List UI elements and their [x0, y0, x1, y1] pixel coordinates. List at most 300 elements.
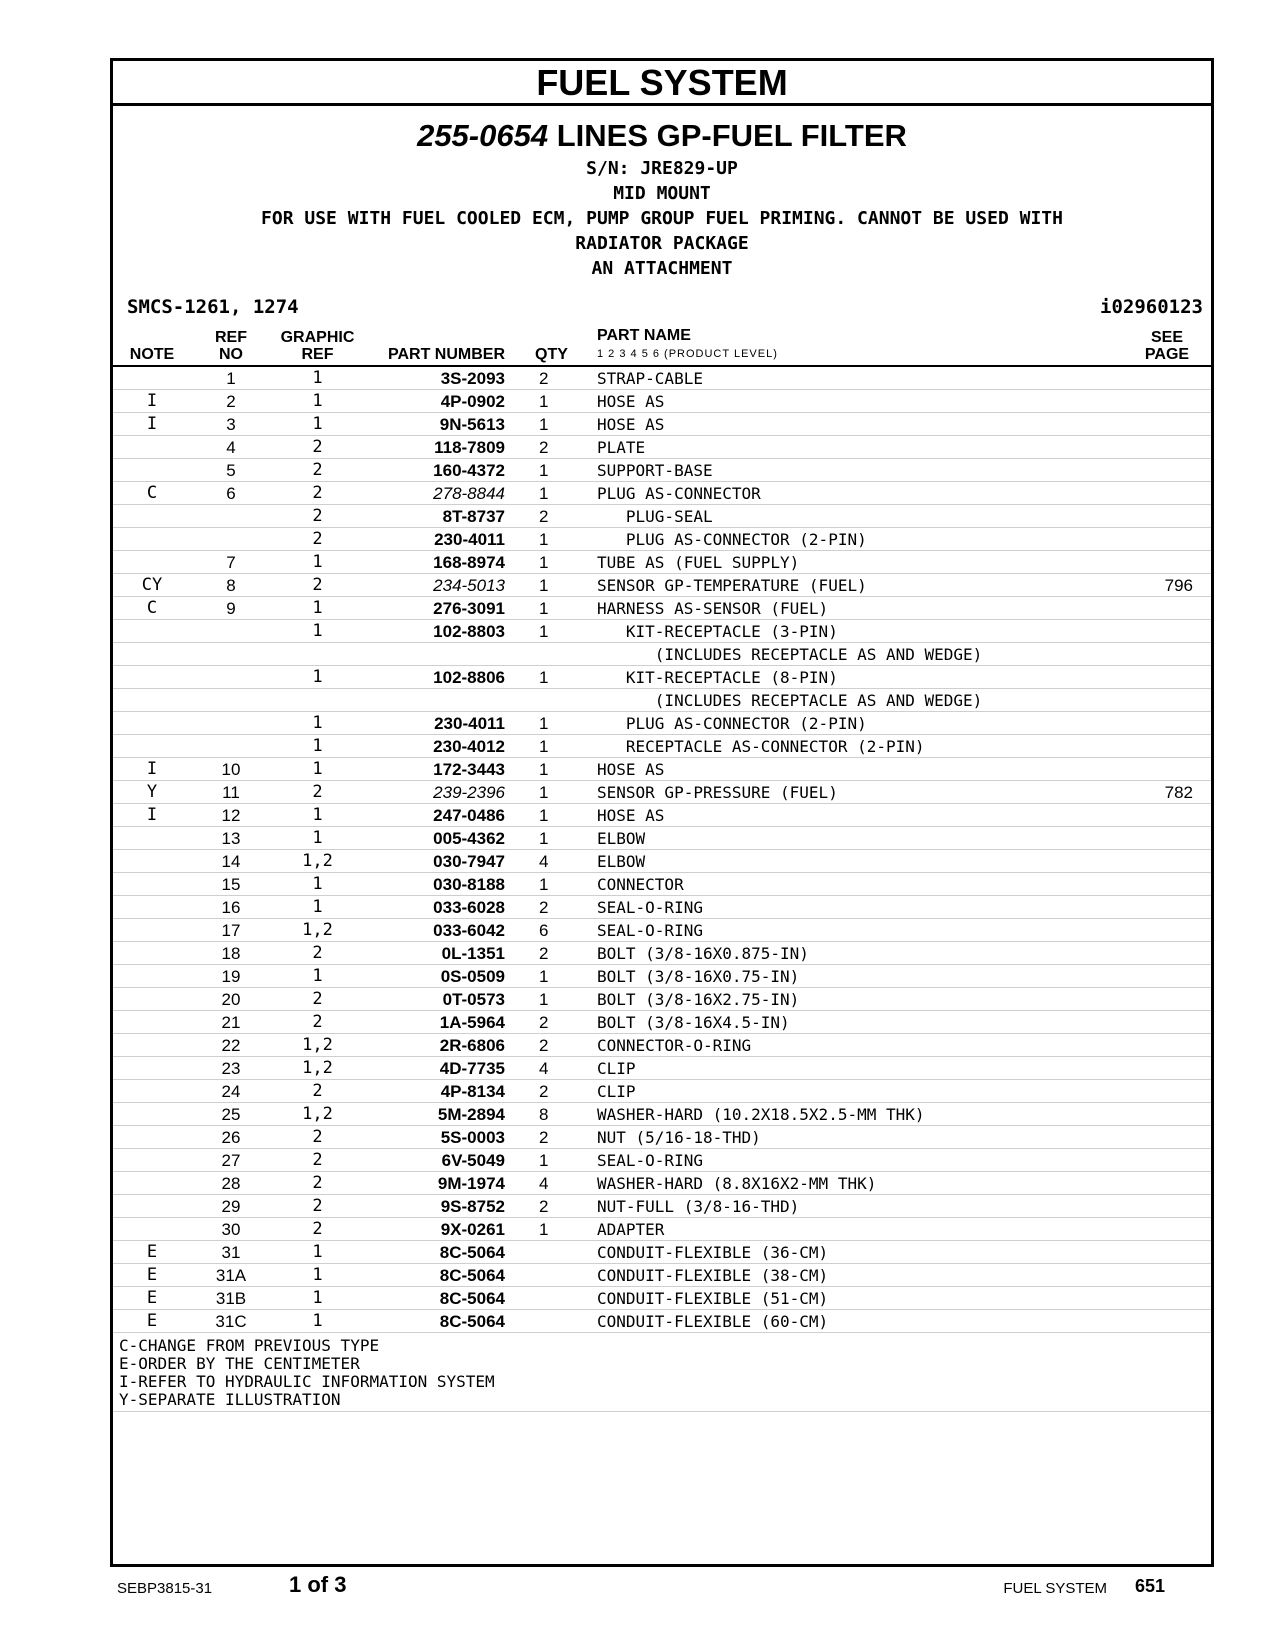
table-row — [113, 896, 1211, 919]
qty-cell: 1 — [509, 1149, 593, 1172]
col-ref-no: REF NO — [191, 327, 271, 366]
graphic-ref-cell: 1 — [271, 873, 364, 896]
qty-cell: 2 — [509, 1126, 593, 1149]
part-number-cell: 033-6028 — [364, 896, 509, 919]
part-name-cell: BOLT (3/8-16X2.75-IN) — [593, 988, 1123, 1011]
see-page-cell — [1123, 1264, 1211, 1287]
part-name-cell: WASHER-HARD (8.8X16X2-MM THK) — [593, 1172, 1123, 1195]
qty-cell: 1 — [509, 528, 593, 551]
table-row — [113, 528, 1211, 551]
note-cell — [113, 850, 191, 873]
note-cell — [113, 666, 191, 689]
part-number-cell: 4D-7735 — [364, 1057, 509, 1080]
qty-cell: 1 — [509, 988, 593, 1011]
part-number-cell: 8C-5064 — [364, 1310, 509, 1333]
qty-cell: 1 — [509, 1218, 593, 1241]
ref-no-cell: 23 — [191, 1057, 271, 1080]
see-page-cell — [1123, 988, 1211, 1011]
part-name-cell: SENSOR GP-TEMPERATURE (FUEL) — [593, 574, 1123, 597]
ref-no-cell: 14 — [191, 850, 271, 873]
part-name-cell: ELBOW — [593, 827, 1123, 850]
ref-no-cell: 22 — [191, 1034, 271, 1057]
graphic-ref-cell: 1 — [271, 1310, 364, 1333]
qty-cell: 1 — [509, 735, 593, 758]
note-cell — [113, 1218, 191, 1241]
note-cell — [113, 620, 191, 643]
see-page-cell — [1123, 873, 1211, 896]
see-page-cell — [1123, 1149, 1211, 1172]
part-number-cell: 230-4012 — [364, 735, 509, 758]
part-name-cell: SUPPORT-BASE — [593, 459, 1123, 482]
table-row — [113, 1080, 1211, 1103]
table-row — [113, 1126, 1211, 1149]
qty-cell: 1 — [509, 965, 593, 988]
part-number-cell: 5S-0003 — [364, 1126, 509, 1149]
part-number-cell: 230-4011 — [364, 712, 509, 735]
ref-no-cell: 7 — [191, 551, 271, 574]
note-cell — [113, 919, 191, 942]
part-number-cell: 4P-0902 — [364, 390, 509, 413]
graphic-ref-cell: 1 — [271, 1241, 364, 1264]
serial-number: S/N: JRE829-UP — [586, 158, 738, 179]
note-cell — [113, 896, 191, 919]
graphic-ref-cell — [271, 689, 364, 712]
part-name-cell: (INCLUDES RECEPTACLE AS AND WEDGE) — [593, 643, 1123, 666]
graphic-ref-cell: 2 — [271, 1172, 364, 1195]
table-row — [113, 1195, 1211, 1218]
table-row — [113, 1287, 1211, 1310]
qty-cell — [509, 1241, 593, 1264]
part-number-cell: 3S-2093 — [364, 366, 509, 390]
table-header-row — [113, 327, 1211, 366]
footer-doc-number: SEBP3815-31 — [117, 1580, 213, 1597]
qty-cell: 1 — [509, 781, 593, 804]
note-cell — [113, 459, 191, 482]
qty-cell: 8 — [509, 1103, 593, 1126]
part-name-cell: (INCLUDES RECEPTACLE AS AND WEDGE) — [593, 689, 1123, 712]
see-page-cell — [1123, 1126, 1211, 1149]
ref-no-cell — [191, 735, 271, 758]
qty-cell: 2 — [509, 505, 593, 528]
ref-no-cell: 17 — [191, 919, 271, 942]
page-footer — [117, 1572, 1217, 1606]
ref-no-cell: 4 — [191, 436, 271, 459]
graphic-ref-cell: 1 — [271, 551, 364, 574]
note-cell: C — [113, 482, 191, 505]
group-title — [113, 116, 1211, 156]
usage-note-line2: RADIATOR PACKAGE — [575, 233, 749, 254]
table-row — [113, 1011, 1211, 1034]
see-page-cell — [1123, 735, 1211, 758]
qty-cell: 1 — [509, 551, 593, 574]
ref-no-cell: 31C — [191, 1310, 271, 1333]
part-name-cell: PLUG AS-CONNECTOR (2-PIN) — [593, 712, 1123, 735]
graphic-ref-cell: 1,2 — [271, 919, 364, 942]
part-number-cell: 9N-5613 — [364, 413, 509, 436]
part-number-cell: 8C-5064 — [364, 1287, 509, 1310]
qty-cell: 4 — [509, 1172, 593, 1195]
footer-page-number: 651 — [1134, 1576, 1165, 1596]
part-name-cell: CLIP — [593, 1057, 1123, 1080]
see-page-cell — [1123, 1195, 1211, 1218]
graphic-ref-cell: 2 — [271, 781, 364, 804]
page-frame — [110, 58, 1214, 1567]
note-cell: E — [113, 1310, 191, 1333]
see-page-cell — [1123, 689, 1211, 712]
ref-no-cell: 16 — [191, 896, 271, 919]
see-page-cell — [1123, 1218, 1211, 1241]
table-row — [113, 1241, 1211, 1264]
note-cell — [113, 366, 191, 390]
col-note: NOTE — [113, 327, 191, 366]
col-qty: QTY — [509, 327, 593, 366]
see-page-cell — [1123, 712, 1211, 735]
note-cell — [113, 988, 191, 1011]
part-number-cell: 8C-5064 — [364, 1264, 509, 1287]
part-number-cell: 030-7947 — [364, 850, 509, 873]
part-number-cell: 160-4372 — [364, 459, 509, 482]
part-name-cell: RECEPTACLE AS-CONNECTOR (2-PIN) — [593, 735, 1123, 758]
note-c: C-CHANGE FROM PREVIOUS TYPE — [119, 1336, 380, 1355]
ref-no-cell: 30 — [191, 1218, 271, 1241]
graphic-ref-cell: 1 — [271, 390, 364, 413]
part-name-cell: CONDUIT-FLEXIBLE (36-CM) — [593, 1241, 1123, 1264]
group-header — [113, 116, 1211, 281]
part-name-cell: HOSE AS — [593, 758, 1123, 781]
see-page-cell — [1123, 1103, 1211, 1126]
part-number-cell: 4P-8134 — [364, 1080, 509, 1103]
part-number-cell: 033-6042 — [364, 919, 509, 942]
part-name-cell: SEAL-O-RING — [593, 896, 1123, 919]
graphic-ref-cell: 1,2 — [271, 1057, 364, 1080]
part-number-cell: 8C-5064 — [364, 1241, 509, 1264]
note-cell — [113, 827, 191, 850]
see-page-cell — [1123, 896, 1211, 919]
part-name-cell: SEAL-O-RING — [593, 1149, 1123, 1172]
table-row — [113, 482, 1211, 505]
see-page-cell — [1123, 1080, 1211, 1103]
qty-cell: 4 — [509, 1057, 593, 1080]
graphic-ref-cell: 1 — [271, 804, 364, 827]
qty-cell — [509, 1264, 593, 1287]
part-number-cell: 278-8844 — [364, 482, 509, 505]
graphic-ref-cell: 2 — [271, 1218, 364, 1241]
see-page-cell — [1123, 643, 1211, 666]
note-cell — [113, 551, 191, 574]
graphic-ref-cell: 2 — [271, 574, 364, 597]
table-row — [113, 712, 1211, 735]
qty-cell — [509, 689, 593, 712]
qty-cell — [509, 643, 593, 666]
note-cell: I — [113, 758, 191, 781]
graphic-ref-cell: 1,2 — [271, 1034, 364, 1057]
ref-no-cell: 13 — [191, 827, 271, 850]
qty-cell: 1 — [509, 873, 593, 896]
graphic-ref-cell: 1 — [271, 666, 364, 689]
see-page-cell — [1123, 528, 1211, 551]
part-name-cell: BOLT (3/8-16X0.75-IN) — [593, 965, 1123, 988]
table-row — [113, 1310, 1211, 1333]
table-row — [113, 804, 1211, 827]
ref-no-cell — [191, 620, 271, 643]
part-number-cell: 168-8974 — [364, 551, 509, 574]
qty-cell: 2 — [509, 1080, 593, 1103]
part-number-cell: 1A-5964 — [364, 1011, 509, 1034]
ref-no-cell — [191, 528, 271, 551]
table-row — [113, 1034, 1211, 1057]
table-row — [113, 413, 1211, 436]
attachment-label: AN ATTACHMENT — [591, 258, 733, 279]
qty-cell: 1 — [509, 827, 593, 850]
note-y: Y-SEPARATE ILLUSTRATION — [119, 1390, 341, 1409]
part-number-cell: 247-0486 — [364, 804, 509, 827]
ref-no-cell: 31A — [191, 1264, 271, 1287]
part-name-cell: STRAP-CABLE — [593, 366, 1123, 390]
graphic-ref-cell: 1 — [271, 896, 364, 919]
qty-cell: 1 — [509, 413, 593, 436]
note-cell — [113, 1126, 191, 1149]
ref-no-cell — [191, 689, 271, 712]
ref-no-cell: 8 — [191, 574, 271, 597]
part-name-cell: ELBOW — [593, 850, 1123, 873]
graphic-ref-cell: 1 — [271, 1264, 364, 1287]
see-page-cell — [1123, 942, 1211, 965]
graphic-ref-cell: 1 — [271, 620, 364, 643]
part-number-cell — [364, 689, 509, 712]
usage-note-line1: FOR USE WITH FUEL COOLED ECM, PUMP GROUP FUEL PRIMING. CANNOT BE USED WITH — [261, 208, 1063, 229]
document-id: i02960123 — [1100, 296, 1203, 318]
ref-no-cell: 9 — [191, 597, 271, 620]
graphic-ref-cell: 1,2 — [271, 850, 364, 873]
part-number-cell: 005-4362 — [364, 827, 509, 850]
footer-section: FUEL SYSTEM — [1003, 1580, 1107, 1597]
graphic-ref-cell: 1 — [271, 366, 364, 390]
parts-table-body — [113, 366, 1211, 1333]
ref-no-cell: 20 — [191, 988, 271, 1011]
note-cell — [113, 1149, 191, 1172]
note-cell — [113, 689, 191, 712]
ref-no-cell: 10 — [191, 758, 271, 781]
graphic-ref-cell: 2 — [271, 436, 364, 459]
part-number-cell: 118-7809 — [364, 436, 509, 459]
part-name-cell: HARNESS AS-SENSOR (FUEL) — [593, 597, 1123, 620]
part-number-cell: 9X-0261 — [364, 1218, 509, 1241]
see-page-cell — [1123, 390, 1211, 413]
note-e: E-ORDER BY THE CENTIMETER — [119, 1354, 360, 1373]
see-page-cell — [1123, 1241, 1211, 1264]
col-part-name: PART NAME 1 2 3 4 5 6 (PRODUCT LEVEL) — [593, 327, 1123, 366]
note-i: I-REFER TO HYDRAULIC INFORMATION SYSTEM — [119, 1372, 495, 1391]
ref-no-cell: 15 — [191, 873, 271, 896]
note-cell — [113, 942, 191, 965]
note-cell: E — [113, 1264, 191, 1287]
qty-cell: 4 — [509, 850, 593, 873]
table-row — [113, 1218, 1211, 1241]
notes-legend — [113, 1333, 1211, 1412]
ref-no-cell — [191, 643, 271, 666]
part-name-cell: TUBE AS (FUEL SUPPLY) — [593, 551, 1123, 574]
see-page-cell — [1123, 965, 1211, 988]
part-name-cell: SEAL-O-RING — [593, 919, 1123, 942]
graphic-ref-cell: 1 — [271, 1287, 364, 1310]
qty-cell: 1 — [509, 758, 593, 781]
table-row — [113, 551, 1211, 574]
table-row — [113, 988, 1211, 1011]
table-row — [113, 643, 1211, 666]
ref-no-cell — [191, 666, 271, 689]
graphic-ref-cell: 2 — [271, 482, 364, 505]
section-title: FUEL SYSTEM — [113, 61, 1211, 106]
see-page-cell — [1123, 459, 1211, 482]
note-cell: C — [113, 597, 191, 620]
ref-no-cell: 29 — [191, 1195, 271, 1218]
table-row — [113, 965, 1211, 988]
note-cell — [113, 643, 191, 666]
graphic-ref-cell: 1,2 — [271, 1103, 364, 1126]
part-name-cell: CONDUIT-FLEXIBLE (60-CM) — [593, 1310, 1123, 1333]
see-page-cell — [1123, 551, 1211, 574]
see-page-cell — [1123, 505, 1211, 528]
part-number-cell: 6V-5049 — [364, 1149, 509, 1172]
smcs-code: SMCS-1261, 1274 — [127, 296, 299, 318]
part-number-cell: 102-8803 — [364, 620, 509, 643]
graphic-ref-cell: 2 — [271, 528, 364, 551]
part-number-cell: 276-3091 — [364, 597, 509, 620]
ref-no-cell: 11 — [191, 781, 271, 804]
graphic-ref-cell: 1 — [271, 413, 364, 436]
qty-cell: 2 — [509, 942, 593, 965]
parts-table — [113, 327, 1211, 1333]
qty-cell: 1 — [509, 459, 593, 482]
part-number-cell: 239-2396 — [364, 781, 509, 804]
note-cell — [113, 505, 191, 528]
footer-page-of: 1 of 3 — [289, 1572, 347, 1597]
see-page-cell — [1123, 413, 1211, 436]
part-number-cell: 0T-0573 — [364, 988, 509, 1011]
table-row — [113, 366, 1211, 390]
qty-cell — [509, 1310, 593, 1333]
table-row — [113, 459, 1211, 482]
part-name-cell: ADAPTER — [593, 1218, 1123, 1241]
note-cell — [113, 528, 191, 551]
table-row — [113, 1103, 1211, 1126]
table-row — [113, 942, 1211, 965]
ref-no-cell: 25 — [191, 1103, 271, 1126]
graphic-ref-cell: 2 — [271, 505, 364, 528]
see-page-cell — [1123, 482, 1211, 505]
graphic-ref-cell: 1 — [271, 965, 364, 988]
part-name-cell: SENSOR GP-PRESSURE (FUEL) — [593, 781, 1123, 804]
group-number: 255-0654 — [417, 118, 549, 153]
part-name-cell: HOSE AS — [593, 413, 1123, 436]
note-cell: I — [113, 804, 191, 827]
see-page-cell — [1123, 1287, 1211, 1310]
see-page-cell — [1123, 436, 1211, 459]
qty-cell: 2 — [509, 1195, 593, 1218]
table-row — [113, 919, 1211, 942]
ref-no-cell — [191, 712, 271, 735]
qty-cell: 2 — [509, 366, 593, 390]
note-cell — [113, 1195, 191, 1218]
part-number-cell: 5M-2894 — [364, 1103, 509, 1126]
graphic-ref-cell: 1 — [271, 597, 364, 620]
col-see-page: SEE PAGE — [1123, 327, 1211, 366]
part-name-cell: PLUG-SEAL — [593, 505, 1123, 528]
part-number-cell: 0S-0509 — [364, 965, 509, 988]
ref-no-cell — [191, 505, 271, 528]
table-row — [113, 689, 1211, 712]
group-name: LINES GP-FUEL FILTER — [556, 118, 907, 153]
note-cell — [113, 1103, 191, 1126]
graphic-ref-cell: 1 — [271, 712, 364, 735]
part-name-cell: PLUG AS-CONNECTOR — [593, 482, 1123, 505]
part-number-cell: 0L-1351 — [364, 942, 509, 965]
ref-no-cell: 18 — [191, 942, 271, 965]
note-cell — [113, 712, 191, 735]
qty-cell: 6 — [509, 919, 593, 942]
part-name-cell: HOSE AS — [593, 390, 1123, 413]
note-cell — [113, 1011, 191, 1034]
qty-cell: 1 — [509, 666, 593, 689]
see-page-cell — [1123, 597, 1211, 620]
note-cell — [113, 873, 191, 896]
qty-cell: 1 — [509, 597, 593, 620]
qty-cell: 1 — [509, 712, 593, 735]
graphic-ref-cell: 1 — [271, 758, 364, 781]
note-cell — [113, 735, 191, 758]
see-page-cell — [1123, 366, 1211, 390]
ref-no-cell: 1 — [191, 366, 271, 390]
part-name-cell: NUT-FULL (3/8-16-THD) — [593, 1195, 1123, 1218]
col-part-number: PART NUMBER — [364, 327, 509, 366]
table-row — [113, 873, 1211, 896]
col-graphic-ref: GRAPHIC REF — [271, 327, 364, 366]
see-page-cell: 796 — [1123, 574, 1211, 597]
part-name-cell: CONDUIT-FLEXIBLE (38-CM) — [593, 1264, 1123, 1287]
table-row — [113, 620, 1211, 643]
ref-no-cell: 27 — [191, 1149, 271, 1172]
table-row — [113, 666, 1211, 689]
see-page-cell — [1123, 1057, 1211, 1080]
table-row — [113, 597, 1211, 620]
ref-no-cell: 12 — [191, 804, 271, 827]
part-number-cell: 8T-8737 — [364, 505, 509, 528]
part-name-cell: CONNECTOR — [593, 873, 1123, 896]
graphic-ref-cell: 2 — [271, 1195, 364, 1218]
qty-cell: 2 — [509, 896, 593, 919]
table-row — [113, 758, 1211, 781]
table-row — [113, 574, 1211, 597]
ref-no-cell: 31B — [191, 1287, 271, 1310]
see-page-cell — [1123, 1034, 1211, 1057]
ref-no-cell: 5 — [191, 459, 271, 482]
table-row — [113, 827, 1211, 850]
qty-cell: 1 — [509, 482, 593, 505]
note-cell: E — [113, 1287, 191, 1310]
ref-no-cell: 31 — [191, 1241, 271, 1264]
graphic-ref-cell: 2 — [271, 942, 364, 965]
graphic-ref-cell: 1 — [271, 735, 364, 758]
graphic-ref-cell — [271, 643, 364, 666]
see-page-cell — [1123, 1310, 1211, 1333]
table-row — [113, 390, 1211, 413]
part-number-cell: 9M-1974 — [364, 1172, 509, 1195]
part-name-cell: CONDUIT-FLEXIBLE (51-CM) — [593, 1287, 1123, 1310]
table-row — [113, 735, 1211, 758]
see-page-cell — [1123, 620, 1211, 643]
part-number-cell: 234-5013 — [364, 574, 509, 597]
table-row — [113, 1149, 1211, 1172]
